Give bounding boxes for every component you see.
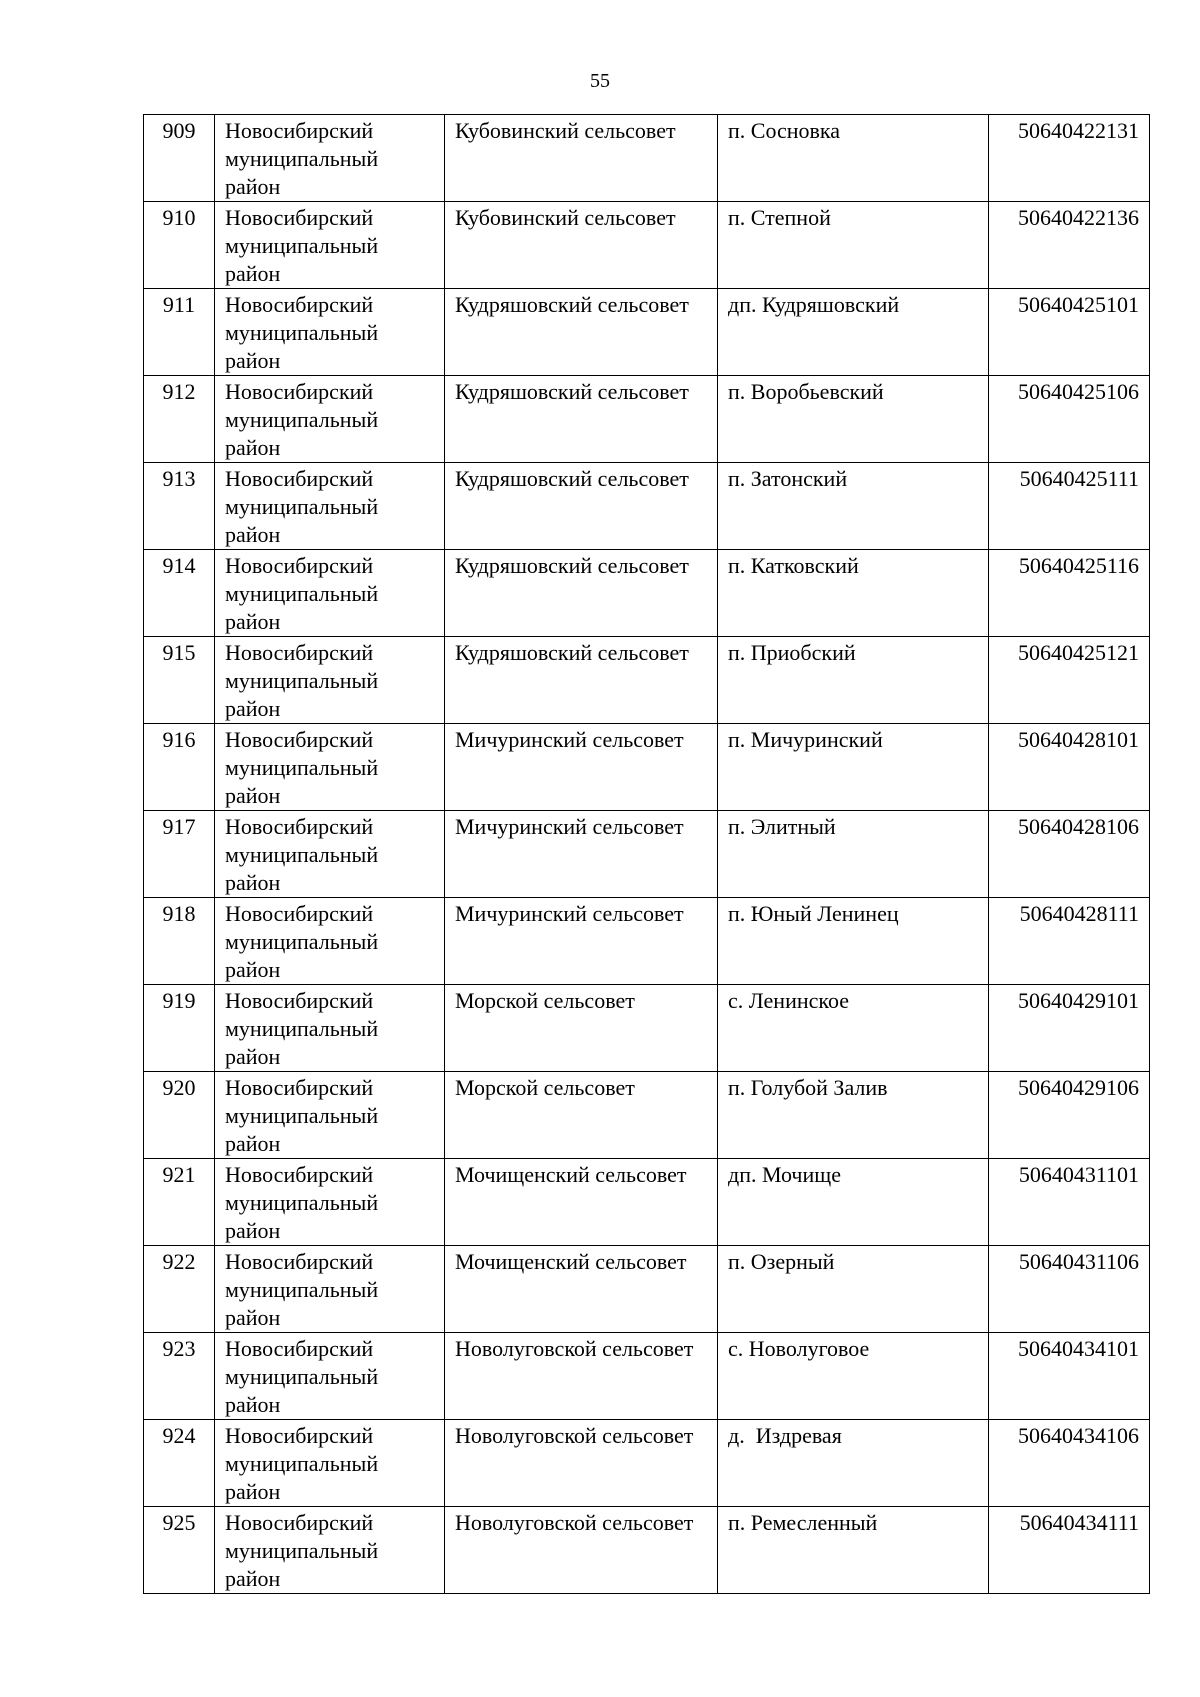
- row-number-cell: 924: [144, 1420, 215, 1507]
- council-cell: Кудряшовский сельсовет: [445, 637, 718, 724]
- council-cell: Мичуринский сельсовет: [445, 811, 718, 898]
- code-cell: 50640429101: [989, 985, 1150, 1072]
- locality-cell: дп. Мочище: [718, 1159, 989, 1246]
- row-number-cell: 912: [144, 376, 215, 463]
- table-row: [144, 202, 1150, 289]
- table-row: [144, 1246, 1150, 1333]
- council-cell: Морской сельсовет: [445, 1072, 718, 1159]
- table-row: [144, 1072, 1150, 1159]
- table-row: [144, 550, 1150, 637]
- row-number-cell: 911: [144, 289, 215, 376]
- council-cell: Мочищенский сельсовет: [445, 1159, 718, 1246]
- page-number: 55: [590, 70, 610, 92]
- locality-cell: п. Катковский: [718, 550, 989, 637]
- table-row: [144, 898, 1150, 985]
- row-number-cell: 914: [144, 550, 215, 637]
- row-number-cell: 909: [144, 115, 215, 202]
- council-cell: Кудряшовский сельсовет: [445, 289, 718, 376]
- code-cell: 50640434106: [989, 1420, 1150, 1507]
- row-number-cell: 918: [144, 898, 215, 985]
- district-cell: Новосибирский муниципальный район: [215, 1507, 445, 1594]
- table-row: [144, 1420, 1150, 1507]
- table-row: [144, 724, 1150, 811]
- row-number-cell: 913: [144, 463, 215, 550]
- registry-table-body: [144, 115, 1150, 1594]
- table-row: [144, 1333, 1150, 1420]
- row-number-cell: 917: [144, 811, 215, 898]
- district-cell: Новосибирский муниципальный район: [215, 637, 445, 724]
- district-cell: Новосибирский муниципальный район: [215, 1420, 445, 1507]
- table-row: [144, 463, 1150, 550]
- district-cell: Новосибирский муниципальный район: [215, 1072, 445, 1159]
- council-cell: Морской сельсовет: [445, 985, 718, 1072]
- code-cell: 50640425101: [989, 289, 1150, 376]
- code-cell: 50640429106: [989, 1072, 1150, 1159]
- council-cell: Новолуговской сельсовет: [445, 1420, 718, 1507]
- locality-cell: с. Ленинское: [718, 985, 989, 1072]
- district-cell: Новосибирский муниципальный район: [215, 376, 445, 463]
- code-cell: 50640425111: [989, 463, 1150, 550]
- council-cell: Мичуринский сельсовет: [445, 898, 718, 985]
- row-number-cell: 916: [144, 724, 215, 811]
- locality-cell: п. Приобский: [718, 637, 989, 724]
- table-row: [144, 637, 1150, 724]
- code-cell: 50640431106: [989, 1246, 1150, 1333]
- code-cell: 50640428101: [989, 724, 1150, 811]
- row-number-cell: 923: [144, 1333, 215, 1420]
- district-cell: Новосибирский муниципальный район: [215, 115, 445, 202]
- council-cell: Новолуговской сельсовет: [445, 1333, 718, 1420]
- code-cell: 50640428111: [989, 898, 1150, 985]
- table-row: [144, 1159, 1150, 1246]
- district-cell: Новосибирский муниципальный район: [215, 1333, 445, 1420]
- locality-cell: п. Ремесленный: [718, 1507, 989, 1594]
- locality-cell: п. Элитный: [718, 811, 989, 898]
- row-number-cell: 915: [144, 637, 215, 724]
- table-row: [144, 811, 1150, 898]
- table-row: [144, 289, 1150, 376]
- row-number-cell: 925: [144, 1507, 215, 1594]
- council-cell: Кубовинский сельсовет: [445, 115, 718, 202]
- district-cell: Новосибирский муниципальный район: [215, 811, 445, 898]
- code-cell: 50640434111: [989, 1507, 1150, 1594]
- row-number-cell: 920: [144, 1072, 215, 1159]
- code-cell: 50640422136: [989, 202, 1150, 289]
- locality-cell: п. Голубой Залив: [718, 1072, 989, 1159]
- district-cell: Новосибирский муниципальный район: [215, 724, 445, 811]
- settlement-registry-table: [143, 114, 1150, 1594]
- code-cell: 50640422131: [989, 115, 1150, 202]
- district-cell: Новосибирский муниципальный район: [215, 985, 445, 1072]
- district-cell: Новосибирский муниципальный район: [215, 202, 445, 289]
- code-cell: 50640425116: [989, 550, 1150, 637]
- table-row: [144, 376, 1150, 463]
- locality-cell: п. Сосновка: [718, 115, 989, 202]
- code-cell: 50640431101: [989, 1159, 1150, 1246]
- locality-cell: п. Степной: [718, 202, 989, 289]
- table-row: [144, 115, 1150, 202]
- council-cell: Мочищенский сельсовет: [445, 1246, 718, 1333]
- row-number-cell: 922: [144, 1246, 215, 1333]
- code-cell: 50640428106: [989, 811, 1150, 898]
- district-cell: Новосибирский муниципальный район: [215, 898, 445, 985]
- council-cell: Кудряшовский сельсовет: [445, 463, 718, 550]
- row-number-cell: 910: [144, 202, 215, 289]
- table-row: [144, 1507, 1150, 1594]
- locality-cell: д. Издревая: [718, 1420, 989, 1507]
- council-cell: Кудряшовский сельсовет: [445, 550, 718, 637]
- council-cell: Кудряшовский сельсовет: [445, 376, 718, 463]
- locality-cell: п. Юный Ленинец: [718, 898, 989, 985]
- locality-cell: п. Воробьевский: [718, 376, 989, 463]
- district-cell: Новосибирский муниципальный район: [215, 1159, 445, 1246]
- locality-cell: с. Новолуговое: [718, 1333, 989, 1420]
- code-cell: 50640434101: [989, 1333, 1150, 1420]
- district-cell: Новосибирский муниципальный район: [215, 1246, 445, 1333]
- locality-cell: дп. Кудряшовский: [718, 289, 989, 376]
- locality-cell: п. Затонский: [718, 463, 989, 550]
- row-number-cell: 919: [144, 985, 215, 1072]
- row-number-cell: 921: [144, 1159, 215, 1246]
- district-cell: Новосибирский муниципальный район: [215, 289, 445, 376]
- locality-cell: п. Мичуринский: [718, 724, 989, 811]
- district-cell: Новосибирский муниципальный район: [215, 463, 445, 550]
- council-cell: Новолуговской сельсовет: [445, 1507, 718, 1594]
- code-cell: 50640425106: [989, 376, 1150, 463]
- code-cell: 50640425121: [989, 637, 1150, 724]
- council-cell: Мичуринский сельсовет: [445, 724, 718, 811]
- district-cell: Новосибирский муниципальный район: [215, 550, 445, 637]
- table-row: [144, 985, 1150, 1072]
- locality-cell: п. Озерный: [718, 1246, 989, 1333]
- council-cell: Кубовинский сельсовет: [445, 202, 718, 289]
